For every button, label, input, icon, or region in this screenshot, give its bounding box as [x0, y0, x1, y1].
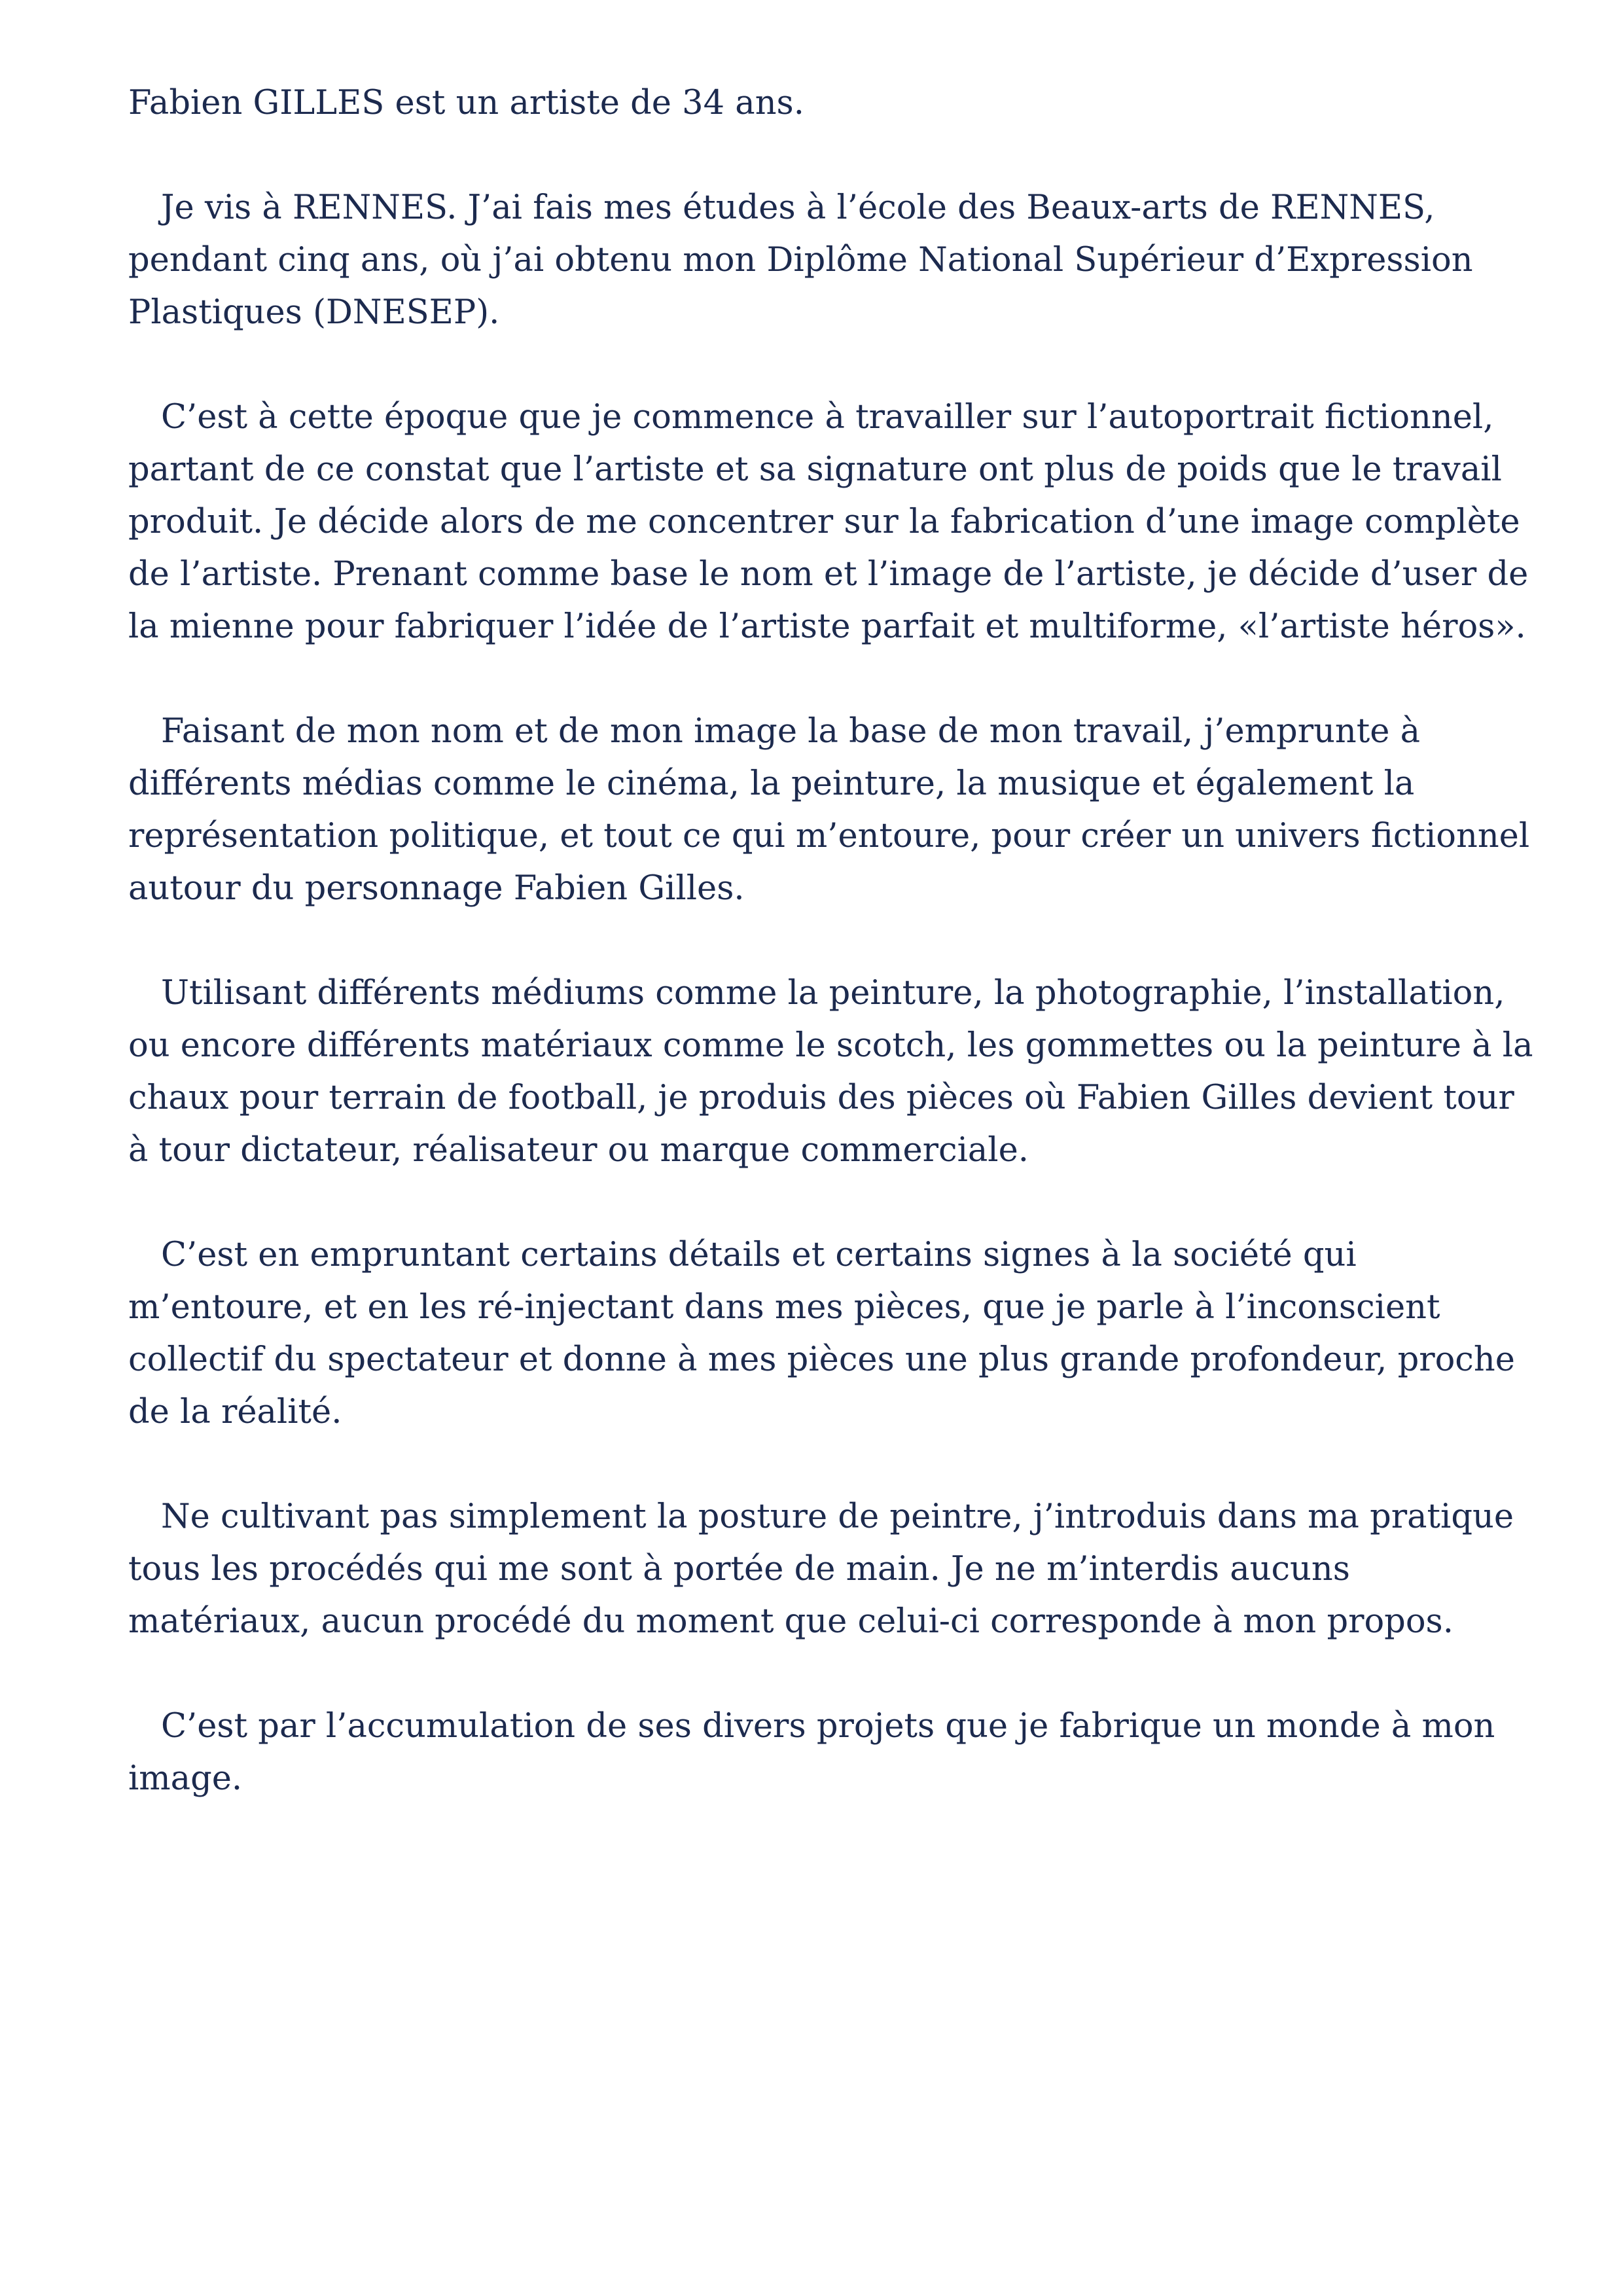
- paragraph-signs: C’est en empruntant certains détails et certains signes à la société qui m’entoure, et en les ré-injectant dans mes pièces, que je parle à l’inconscient collectif du spectateur et donne à mes pièces une plus grande profondeur, proche de la réalité.: [128, 1236, 1515, 1431]
- paragraph-self-portrait: C’est à cette époque que je commence à travailler sur l’autoportrait fictionnel, partant de ce constat que l’artiste et sa signature ont plus de poids que le travail produit. Je décide alors de me concentrer sur la fabrication d’une image complète de l’artiste. Prenant comme base le nom et l’image de l’artiste, je décide d’user de la mienne pour fabriquer l’idée de l’artiste parfait et multiforme, «l’artiste héros».: [128, 398, 1529, 646]
- paragraph-conclusion: C’est par l’accumulation de ses divers projets que je fabrique un monde à mon image.: [128, 1707, 1495, 1798]
- paragraph-intro: Fabien GILLES est un artiste de 34 ans.: [128, 84, 804, 122]
- paragraph-studies: Je vis à RENNES. J’ai fais mes études à l’école des Beaux-arts de RENNES, pendant cinq ans, où j’ai obtenu mon Diplôme National Supérieur d’Expression Plastiques (DNESEP).: [128, 188, 1473, 332]
- document-body: [128, 77, 1542, 1857]
- paragraph-mediums: Utilisant différents médiums comme la peinture, la photographie, l’installation, ou encore différents matériaux comme le scotch, les gommettes ou la peinture à la chaux pour terrain de football, je produis des pièces où Fabien Gilles devient tour à tour dictateur, réalisateur ou marque commerciale.: [128, 974, 1533, 1170]
- paragraph-media: Faisant de mon nom et de mon image la base de mon travail, j’emprunte à différents médias comme le cinéma, la peinture, la musique et également la représentation politique, et tout ce qui m’entoure, pour créer un univers fictionnel autour du personnage Fabien Gilles.: [128, 712, 1530, 908]
- paragraph-practice: Ne cultivant pas simplement la posture de peintre, j’introduis dans ma pratique tous les procédés qui me sont à portée de main. Je ne m’interdis aucuns matériaux, aucun procédé du moment que celui-ci corresponde à mon propos.: [128, 1498, 1514, 1641]
